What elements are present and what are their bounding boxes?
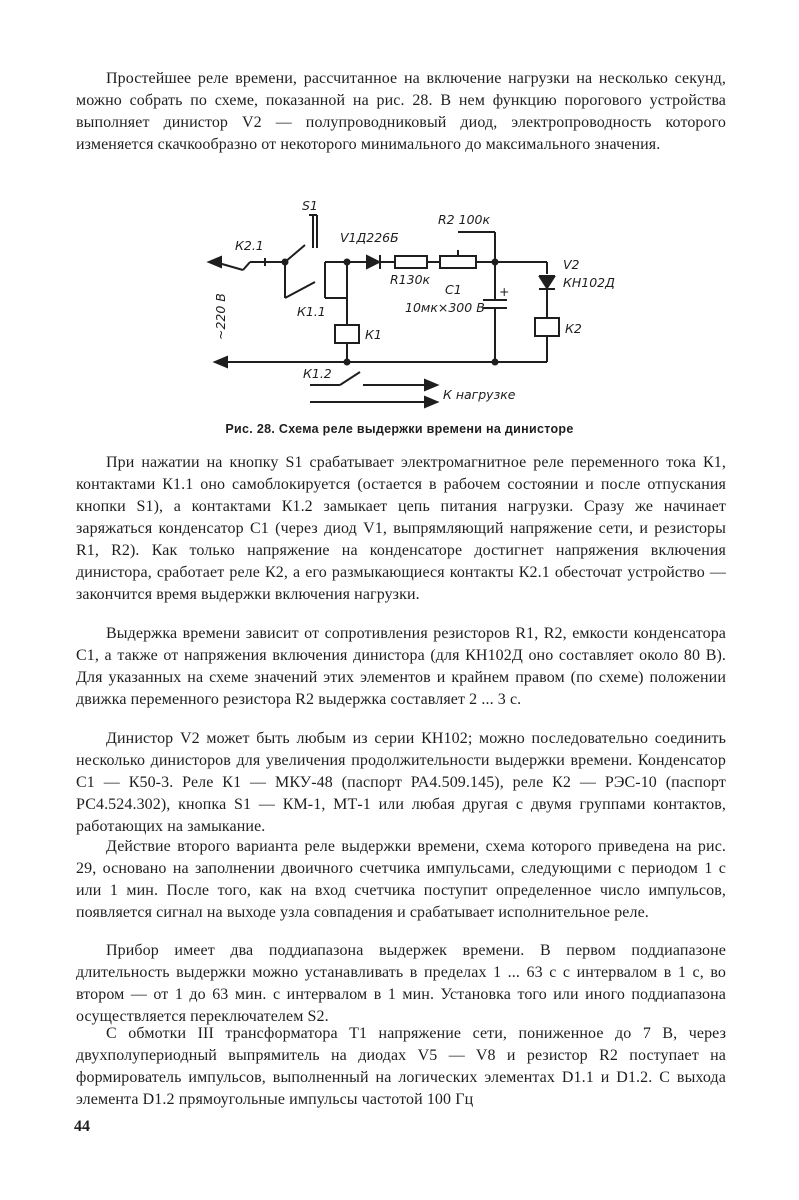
paragraph-subranges: Прибор имеет два поддиапазона выдержек времени. В первом поддиапазоне длительность выдержки можно устанавливать в пределах 1 ... 63 с с интервалом в 1 с, во втором — от 1 до 63 мин. с интервалом в 1 мин. Установка того или иного поддиапазона осуществляется переключателем S2. xyxy=(76,942,726,1025)
k11-blade xyxy=(285,282,315,298)
label-k12: К1.2 xyxy=(303,366,332,381)
k1-coil xyxy=(335,325,359,343)
paragraph-operation: При нажатии на кнопку S1 срабатывает электромагнитное реле переменного тока К1, контактами К1.1 оно самоблокируется (остается в рабочем состоянии и после отпускания кнопки S1), а контактами К1.2 замыкает цепь питания нагрузки. Сразу же начинает заряжаться конденсатор С1 (через диод V1, выпрямляющий напряжение сети, и резисторы R1, R2). Как только напряжение на конденсаторе достигнет напряжения включения динистора, сработает реле К2, а его размыкающиеся контакты К2.1 обесточат устройство — закончится время выдержки включения нагрузки. xyxy=(76,454,726,603)
label-k1: К1 xyxy=(365,327,382,342)
page-number: 44 xyxy=(74,1118,90,1135)
r1-resistor xyxy=(395,256,427,268)
label-v2: V2 xyxy=(563,257,580,272)
paragraph-components: Динистор V2 может быть любым из серии КН102; можно последовательно соединить несколько динисторов для увеличения продолжительности выдержки времени. Конденсатор С1 — К50-3. Реле К1 — МКУ-48 (паспорт РА4.509.145), реле К2 — РЭС-10 (паспорт РС4.524.302), кнопка S1 — КМ-1, МТ-1 или любая другая с двумя группами контактов, работающих на замыкание. xyxy=(76,730,726,835)
label-v1: V1Д226Б xyxy=(340,230,399,245)
paragraph-second-variant: Действие второго варианта реле выдержки времени, схема которого приведена на рис. 29, основано на заполнении двоичного счетчика импульсами, следующими с периодом 1 с или 1 мин. После того, как на вход счетчика поступит определенное число импульсов, появляется сигнал на выходе узла совпадения и срабатывает исполнительное реле. xyxy=(76,838,726,921)
k21-contact xyxy=(243,262,250,270)
paragraph-intro: Простейшее реле времени, рассчитанное на включение нагрузки на несколько секунд, можно собрать по схеме, показанной на рис. 28. В нем функцию порогового устройства выполняет динистор V2 — полупроводниковый диод, электропроводность которого изменяется скачкообразно от некоторого минимального до максимального значения. xyxy=(76,70,726,153)
label-k2: К2 xyxy=(565,321,582,336)
arrow-mains-top xyxy=(209,257,221,267)
label-k21: К2.1 xyxy=(235,238,264,253)
label-c1-plus: + xyxy=(499,284,510,299)
paragraph-delay: Выдержка времени зависит от сопротивления резисторов R1, R2, емкости конденсатора С1, а также от напряжения включения динистора (для КН102Д оно составляет около 80 В). Для указанных на схеме значений этих элементов и крайнем правом (по схеме) положении движка переменного резистора R2 выдержка составляет 2 ... 3 с. xyxy=(76,625,726,708)
label-voltage: ~220 В xyxy=(213,293,228,340)
label-load: К нагрузке xyxy=(443,387,516,402)
r2-resistor xyxy=(440,256,476,268)
label-r2: R2 100к xyxy=(438,212,491,227)
arrow-load-2 xyxy=(425,397,437,407)
label-c1-value: 10мк×300 В xyxy=(405,300,485,315)
label-k11: К1.1 xyxy=(297,304,326,319)
label-v2-type: КН102Д xyxy=(563,275,615,290)
label-c1: С1 xyxy=(445,282,462,297)
arrow-load-1 xyxy=(425,380,437,390)
v1-diode xyxy=(367,256,379,268)
label-r1: R130к xyxy=(390,272,431,287)
paragraph-transformer: С обмотки III трансформатора Т1 напряжение сети, пониженное до 7 В, через двухполупериодный выпрямитель на диодах V5 — V8 и резистор R2 поступает на формирователь импульсов, выполненный на логических элементах D1.1 и D1.2. С выхода элемента D1.2 прямоугольные импульсы частотой 100 Гц xyxy=(76,1025,726,1108)
v2-dinistor xyxy=(540,277,554,288)
k12-blade xyxy=(340,372,360,385)
arrow-mains-bottom xyxy=(215,357,227,367)
figure-caption: Рис. 28. Схема реле выдержки времени на динисторе xyxy=(225,422,574,436)
s1-blade xyxy=(285,245,305,262)
label-s1: S1 xyxy=(302,198,318,213)
k2-coil xyxy=(535,318,559,336)
figure-28-schematic xyxy=(195,190,635,420)
